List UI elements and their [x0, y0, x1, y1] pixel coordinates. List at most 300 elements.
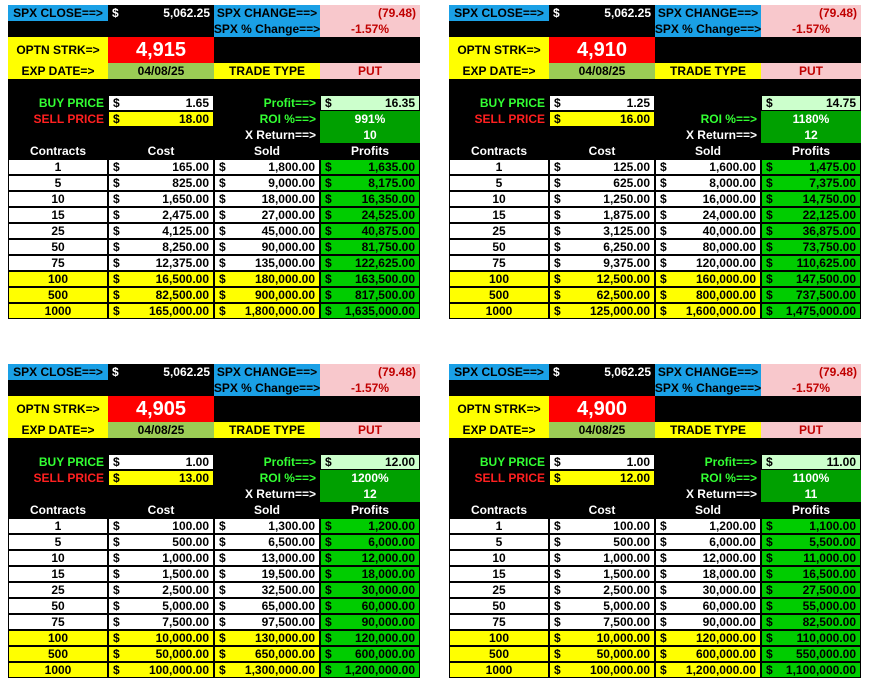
profit-cell-value: 81,750.00	[361, 240, 415, 254]
sold-cell-value: 90,000.00	[261, 240, 315, 254]
cost-cell[interactable]	[549, 191, 655, 207]
blank-cell	[108, 21, 214, 37]
sold-cell[interactable]	[214, 566, 320, 582]
dollar-sign: $	[766, 663, 773, 677]
profit-cell[interactable]	[761, 303, 861, 319]
sold-cell-value: 19,500.00	[261, 567, 315, 581]
spx-change-value[interactable]: (79.48)	[761, 364, 861, 380]
cost-cell[interactable]	[108, 287, 214, 303]
cost-cell[interactable]	[549, 271, 655, 287]
exp-date-value[interactable]: 04/08/25	[549, 422, 655, 438]
profit-cell[interactable]	[320, 614, 420, 630]
sold-cell[interactable]	[655, 255, 761, 271]
dollar-sign: $	[219, 519, 226, 533]
contracts-cell[interactable]: 100	[8, 630, 108, 646]
sold-cell[interactable]	[655, 598, 761, 614]
spx-pct-value[interactable]: -1.57%	[320, 380, 420, 396]
contracts-cell[interactable]: 15	[8, 566, 108, 582]
sheet-row	[449, 303, 861, 319]
buy-price-input[interactable]	[108, 454, 214, 470]
dollar-sign: $	[766, 599, 773, 613]
sold-cell[interactable]	[214, 614, 320, 630]
profit-per-contract[interactable]	[320, 454, 420, 470]
sheet-row	[8, 37, 420, 63]
profit-cell[interactable]	[320, 255, 420, 271]
x-return-value[interactable]: 12	[320, 486, 420, 502]
trade-type-value[interactable]: PUT	[320, 422, 420, 438]
contracts-cell[interactable]: 25	[449, 582, 549, 598]
sold-cell[interactable]	[214, 159, 320, 175]
x-return-label: X Return==>	[214, 127, 320, 143]
dollar-sign: $	[113, 304, 120, 318]
cost-cell[interactable]	[549, 662, 655, 678]
sold-cell[interactable]	[655, 239, 761, 255]
profit-cell[interactable]	[761, 159, 861, 175]
blank-cell	[320, 438, 420, 454]
cost-cell[interactable]	[108, 598, 214, 614]
exp-date-value[interactable]: 04/08/25	[549, 63, 655, 79]
contracts-cell[interactable]: 15	[449, 207, 549, 223]
profit-cell[interactable]	[320, 223, 420, 239]
cost-cell[interactable]	[549, 159, 655, 175]
cost-cell[interactable]	[108, 518, 214, 534]
profit-cell-value: 600,000.00	[354, 647, 415, 661]
profit-cell[interactable]	[761, 646, 861, 662]
profit-cell[interactable]	[761, 566, 861, 582]
cost-cell[interactable]	[108, 175, 214, 191]
contracts-cell[interactable]: 15	[449, 566, 549, 582]
sold-cell[interactable]	[655, 287, 761, 303]
cost-cell-value: 7,500.00	[603, 615, 650, 629]
sold-cell[interactable]	[214, 223, 320, 239]
cost-cell[interactable]	[549, 550, 655, 566]
contracts-cell[interactable]: 1	[8, 159, 108, 175]
cost-cell[interactable]	[549, 239, 655, 255]
contracts-cell[interactable]: 5	[8, 175, 108, 191]
blank-cell	[449, 21, 549, 37]
sold-cell[interactable]	[655, 566, 761, 582]
contracts-cell[interactable]: 5	[8, 534, 108, 550]
sheet-row	[449, 534, 861, 550]
sold-cell[interactable]	[655, 550, 761, 566]
dollar-sign: $	[112, 365, 119, 379]
spx-change-value[interactable]: (79.48)	[761, 5, 861, 21]
dollar-sign: $	[325, 256, 332, 270]
sell-price-input[interactable]	[549, 111, 655, 127]
contracts-cell[interactable]: 10	[449, 191, 549, 207]
cost-cell[interactable]	[108, 662, 214, 678]
profit-cell[interactable]	[320, 207, 420, 223]
buy-price-input[interactable]	[549, 454, 655, 470]
sold-cell[interactable]	[655, 207, 761, 223]
profit-cell-value: 11,000.00	[803, 551, 856, 565]
sold-cell[interactable]	[214, 662, 320, 678]
cost-cell[interactable]	[549, 566, 655, 582]
roi-value[interactable]: 1100%	[761, 470, 861, 486]
profit-cell[interactable]	[320, 582, 420, 598]
profit-cell[interactable]	[320, 566, 420, 582]
sold-header: Sold	[214, 143, 320, 159]
trade-type-value[interactable]: PUT	[761, 63, 861, 79]
buy-price-input[interactable]	[108, 95, 214, 111]
contracts-cell[interactable]: 500	[8, 287, 108, 303]
dollar-sign: $	[113, 647, 120, 661]
blank-cell	[8, 486, 108, 502]
spx-close-value: 5,062.25	[163, 6, 210, 20]
cost-cell[interactable]	[108, 630, 214, 646]
cost-cell-value: 500.00	[172, 535, 209, 549]
sold-cell[interactable]	[655, 534, 761, 550]
contracts-cell[interactable]: 500	[449, 287, 549, 303]
cost-cell-value: 500.00	[613, 535, 650, 549]
sheet-row	[8, 271, 420, 287]
sold-cell[interactable]	[214, 191, 320, 207]
profit-cell[interactable]	[761, 598, 861, 614]
profit-cell-value: 16,350.00	[361, 192, 415, 206]
trade-type-value[interactable]: PUT	[761, 422, 861, 438]
profit-cell-value: 40,875.00	[361, 224, 415, 238]
sold-cell[interactable]	[214, 630, 320, 646]
sheet-row	[8, 207, 420, 223]
spx-pct-value[interactable]: -1.57%	[761, 21, 861, 37]
cost-cell[interactable]	[108, 646, 214, 662]
sold-cell[interactable]	[214, 598, 320, 614]
profit-per-contract-value: 14.75	[825, 96, 856, 110]
cost-cell[interactable]	[549, 534, 655, 550]
profit-cell[interactable]	[761, 271, 861, 287]
profit-per-contract[interactable]	[761, 95, 861, 111]
profit-cell-value: 1,100,000.00	[785, 663, 856, 677]
spx-close-cell[interactable]	[549, 364, 655, 380]
spx-close-cell[interactable]	[549, 5, 655, 21]
contracts-cell[interactable]: 25	[8, 223, 108, 239]
blank-cell	[214, 396, 320, 422]
cost-cell[interactable]	[549, 582, 655, 598]
profit-label: Profit==>	[214, 454, 320, 470]
contracts-cell[interactable]: 75	[8, 255, 108, 271]
sold-cell-value: 18,000.00	[702, 567, 756, 581]
sheet-row	[449, 95, 861, 111]
sold-cell-value: 40,000.00	[702, 224, 756, 238]
contracts-cell[interactable]: 75	[449, 614, 549, 630]
buy-price-label: BUY PRICE	[449, 95, 549, 111]
sold-cell[interactable]	[214, 303, 320, 319]
sold-cell[interactable]	[214, 550, 320, 566]
trade-type-value[interactable]: PUT	[320, 63, 420, 79]
contracts-cell[interactable]: 1	[449, 159, 549, 175]
profit-cell-value: 73,750.00	[802, 240, 856, 254]
profit-cell[interactable]	[761, 287, 861, 303]
profit-cell-value: 737,500.00	[795, 288, 856, 302]
exp-date-value[interactable]: 04/08/25	[108, 63, 214, 79]
sold-cell[interactable]	[214, 646, 320, 662]
spx-change-value[interactable]: (79.48)	[320, 364, 420, 380]
sold-cell[interactable]	[214, 207, 320, 223]
cost-cell[interactable]	[108, 271, 214, 287]
sold-cell-value: 45,000.00	[261, 224, 315, 238]
contracts-cell[interactable]: 10	[8, 550, 108, 566]
contracts-cell[interactable]: 1000	[8, 662, 108, 678]
sold-cell[interactable]	[214, 518, 320, 534]
sheet-row	[8, 662, 420, 678]
x-return-label: X Return==>	[214, 486, 320, 502]
sold-cell[interactable]	[655, 646, 761, 662]
profit-cell[interactable]	[320, 630, 420, 646]
spx-pct-value[interactable]: -1.57%	[761, 380, 861, 396]
blank-cell	[8, 79, 108, 95]
profit-cell[interactable]	[761, 191, 861, 207]
cost-cell[interactable]	[108, 582, 214, 598]
spx-change-value[interactable]: (79.48)	[320, 5, 420, 21]
sold-cell[interactable]	[655, 303, 761, 319]
cost-cell[interactable]	[108, 191, 214, 207]
dollar-sign: $	[554, 256, 561, 270]
dollar-sign: $	[219, 631, 226, 645]
profit-cell[interactable]	[320, 287, 420, 303]
profit-per-contract[interactable]	[761, 454, 861, 470]
contracts-cell[interactable]: 1000	[8, 303, 108, 319]
sold-cell-value: 6,500.00	[268, 535, 315, 549]
sold-cell[interactable]	[655, 662, 761, 678]
contracts-header: Contracts	[8, 143, 108, 159]
profit-cell[interactable]	[761, 207, 861, 223]
sheet-row	[8, 566, 420, 582]
buy-price-input-value: 1.00	[185, 455, 209, 469]
profit-cell[interactable]	[320, 271, 420, 287]
dollar-sign: $	[219, 256, 226, 270]
profit-cell[interactable]	[761, 534, 861, 550]
sold-cell[interactable]	[655, 159, 761, 175]
profit-cell-value: 817,500.00	[354, 288, 415, 302]
cost-cell[interactable]	[108, 159, 214, 175]
sheet-row	[8, 303, 420, 319]
contracts-cell[interactable]: 15	[8, 207, 108, 223]
cost-cell[interactable]	[549, 255, 655, 271]
dollar-sign: $	[554, 647, 561, 661]
contracts-cell[interactable]: 1000	[449, 662, 549, 678]
sold-cell-value: 160,000.00	[695, 272, 756, 286]
exp-date-value[interactable]: 04/08/25	[108, 422, 214, 438]
cost-cell[interactable]	[549, 518, 655, 534]
sold-cell[interactable]	[214, 287, 320, 303]
dollar-sign: $	[325, 288, 332, 302]
blank-cell	[449, 438, 549, 454]
dollar-sign: $	[554, 519, 561, 533]
cost-cell[interactable]	[108, 303, 214, 319]
profit-cell[interactable]	[761, 662, 861, 678]
sold-cell-value: 60,000.00	[702, 599, 756, 613]
contracts-cell[interactable]: 5	[449, 175, 549, 191]
contracts-cell[interactable]: 50	[449, 598, 549, 614]
profit-cell[interactable]	[761, 175, 861, 191]
strike-panel	[8, 5, 420, 319]
blank-cell	[655, 37, 761, 63]
spx-close-label: SPX CLOSE==>	[8, 5, 108, 21]
blank-cell	[8, 380, 108, 396]
contracts-cell[interactable]: 100	[449, 271, 549, 287]
contracts-cell[interactable]: 5	[449, 534, 549, 550]
cost-cell[interactable]	[549, 630, 655, 646]
contracts-cell[interactable]: 500	[8, 646, 108, 662]
cost-cell-value: 625.00	[613, 176, 650, 190]
contracts-cell[interactable]: 1000	[449, 303, 549, 319]
sheet-row	[8, 614, 420, 630]
contracts-cell[interactable]: 1	[8, 518, 108, 534]
x-return-value[interactable]: 10	[320, 127, 420, 143]
optn-strike-value[interactable]: 4,910	[549, 37, 655, 63]
dollar-sign: $	[554, 160, 561, 174]
cost-cell[interactable]	[549, 207, 655, 223]
sold-cell-value: 65,000.00	[261, 599, 315, 613]
contracts-cell[interactable]: 10	[8, 191, 108, 207]
roi-value[interactable]: 991%	[320, 111, 420, 127]
profit-cell[interactable]	[320, 159, 420, 175]
profit-cell[interactable]	[320, 646, 420, 662]
sold-cell[interactable]	[655, 223, 761, 239]
cost-cell[interactable]	[549, 223, 655, 239]
sell-price-input[interactable]	[108, 470, 214, 486]
sold-cell[interactable]	[214, 175, 320, 191]
contracts-cell[interactable]: 25	[449, 223, 549, 239]
profit-cell[interactable]	[761, 614, 861, 630]
sold-cell-value: 650,000.00	[254, 647, 315, 661]
optn-strike-value[interactable]: 4,905	[108, 396, 214, 422]
blank-cell	[549, 380, 655, 396]
profit-cell[interactable]	[320, 662, 420, 678]
optn-strike-value[interactable]: 4,915	[108, 37, 214, 63]
cost-cell[interactable]	[108, 239, 214, 255]
dollar-sign: $	[554, 663, 561, 677]
cost-cell[interactable]	[108, 534, 214, 550]
profit-cell-value: 1,200,000.00	[344, 663, 415, 677]
cost-cell[interactable]	[549, 287, 655, 303]
cost-cell[interactable]	[549, 175, 655, 191]
spx-pct-value[interactable]: -1.57%	[320, 21, 420, 37]
sell-price-input[interactable]	[108, 111, 214, 127]
sold-cell[interactable]	[655, 614, 761, 630]
cost-cell[interactable]	[549, 614, 655, 630]
dollar-sign: $	[325, 272, 332, 286]
sold-cell[interactable]	[214, 255, 320, 271]
profit-cell[interactable]	[761, 255, 861, 271]
contracts-cell[interactable]: 500	[449, 646, 549, 662]
cost-cell[interactable]	[549, 598, 655, 614]
dollar-sign: $	[325, 240, 332, 254]
contracts-cell[interactable]: 50	[8, 239, 108, 255]
sheet-row	[8, 175, 420, 191]
sold-cell-value: 1,300.00	[268, 519, 315, 533]
spx-close-cell[interactable]	[108, 364, 214, 380]
sold-cell[interactable]	[214, 582, 320, 598]
profit-cell[interactable]	[761, 550, 861, 566]
cost-cell[interactable]	[108, 255, 214, 271]
dollar-sign: $	[554, 535, 561, 549]
dollar-sign: $	[219, 224, 226, 238]
profit-cell[interactable]	[320, 534, 420, 550]
contracts-cell[interactable]: 75	[8, 614, 108, 630]
sold-cell[interactable]	[214, 534, 320, 550]
sheet-row	[449, 470, 861, 486]
sold-cell[interactable]	[655, 191, 761, 207]
x-return-value[interactable]: 11	[761, 486, 861, 502]
profit-cell[interactable]	[761, 239, 861, 255]
sold-cell[interactable]	[655, 630, 761, 646]
cost-cell[interactable]	[108, 207, 214, 223]
profit-cell[interactable]	[320, 303, 420, 319]
buy-price-input-value: 1.00	[626, 455, 650, 469]
contracts-header: Contracts	[449, 502, 549, 518]
profit-cell[interactable]	[320, 239, 420, 255]
dollar-sign: $	[219, 647, 226, 661]
contracts-cell[interactable]: 50	[8, 598, 108, 614]
profit-cell-value: 110,625.00	[796, 256, 856, 270]
profit-cell[interactable]	[761, 630, 861, 646]
cost-cell-value: 5,000.00	[162, 599, 209, 613]
contracts-cell[interactable]: 1	[449, 518, 549, 534]
roi-value[interactable]: 1180%	[761, 111, 861, 127]
contracts-cell[interactable]: 100	[8, 271, 108, 287]
profit-label	[655, 95, 761, 111]
profit-cell[interactable]	[761, 582, 861, 598]
cost-cell[interactable]	[108, 566, 214, 582]
profit-cell[interactable]	[320, 191, 420, 207]
cost-cell[interactable]	[549, 303, 655, 319]
contracts-cell[interactable]: 50	[449, 239, 549, 255]
profit-cell-value: 14,750.00	[802, 192, 856, 206]
sold-cell-value: 1,600,000.00	[685, 304, 756, 318]
profit-cell[interactable]	[761, 223, 861, 239]
contracts-cell[interactable]: 100	[449, 630, 549, 646]
spx-close-cell[interactable]	[108, 5, 214, 21]
dollar-sign: $	[554, 224, 561, 238]
sell-price-input-value: 13.00	[178, 471, 209, 485]
buy-price-input[interactable]	[549, 95, 655, 111]
sold-cell[interactable]	[655, 175, 761, 191]
sold-cell[interactable]	[655, 518, 761, 534]
profit-cell[interactable]	[761, 518, 861, 534]
contracts-cell[interactable]: 75	[449, 255, 549, 271]
sell-price-input[interactable]	[549, 470, 655, 486]
dollar-sign: $	[554, 615, 561, 629]
cost-cell-value: 4,125.00	[162, 224, 209, 238]
profit-cell[interactable]	[320, 550, 420, 566]
sold-cell[interactable]	[214, 271, 320, 287]
dollar-sign: $	[766, 519, 773, 533]
dollar-sign: $	[112, 6, 119, 20]
x-return-value[interactable]: 12	[761, 127, 861, 143]
cost-cell[interactable]	[108, 614, 214, 630]
blank-cell	[320, 37, 420, 63]
profit-cell[interactable]	[320, 175, 420, 191]
sheet-row	[449, 239, 861, 255]
dollar-sign: $	[113, 112, 120, 126]
contracts-cell[interactable]: 25	[8, 582, 108, 598]
cost-cell[interactable]	[108, 550, 214, 566]
profit-cell-value: 6,000.00	[368, 535, 415, 549]
optn-strike-value[interactable]: 4,900	[549, 396, 655, 422]
roi-value[interactable]: 1200%	[320, 470, 420, 486]
profit-per-contract[interactable]	[320, 95, 420, 111]
profit-cell[interactable]	[320, 598, 420, 614]
cost-cell[interactable]	[549, 646, 655, 662]
cost-cell[interactable]	[108, 223, 214, 239]
sold-cell[interactable]	[655, 582, 761, 598]
profit-cell-value: 30,000.00	[361, 583, 415, 597]
sold-cell[interactable]	[214, 239, 320, 255]
sold-cell[interactable]	[655, 271, 761, 287]
profit-cell[interactable]	[320, 518, 420, 534]
contracts-cell[interactable]: 10	[449, 550, 549, 566]
